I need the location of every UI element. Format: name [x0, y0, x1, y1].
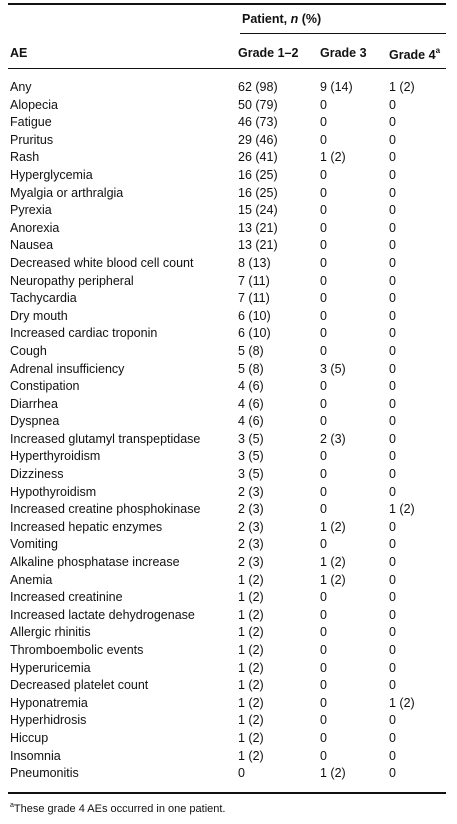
top-rule	[8, 3, 446, 5]
table-row	[8, 220, 446, 238]
grade-1-2-value: 13 (21)	[238, 238, 278, 253]
grade-1-2-value: 46 (73)	[238, 115, 278, 130]
ae-name: Neuropathy peripheral	[10, 273, 134, 288]
grade-4-value: 0	[389, 414, 396, 429]
ae-name: Pyrexia	[10, 203, 52, 218]
grade-3-value: 0	[320, 326, 327, 341]
ae-name: Increased cardiac troponin	[10, 326, 158, 341]
table-row	[8, 325, 446, 343]
table-row	[8, 132, 446, 150]
ae-name: Decreased platelet count	[10, 678, 149, 693]
grade-4-value: 0	[389, 220, 396, 235]
grade-1-2-value: 4 (6)	[238, 396, 264, 411]
ae-name: Constipation	[10, 379, 80, 394]
table-row	[8, 237, 446, 255]
grade-1-2-value: 6 (10)	[238, 326, 271, 341]
footnote	[10, 802, 225, 815]
grade-4-value: 0	[389, 185, 396, 200]
grade-3-value: 0	[320, 537, 327, 552]
ae-name: Hiccup	[10, 730, 49, 745]
grade-4-value: 0	[389, 519, 396, 534]
table-row	[8, 308, 446, 326]
grade-3-value: 9 (14)	[320, 80, 353, 94]
table-row	[8, 79, 446, 97]
ae-name: Hyperthyroidism	[10, 449, 101, 464]
table-row	[8, 536, 446, 554]
ae-name: Pneumonitis	[10, 766, 79, 781]
table-row	[8, 149, 446, 167]
grade-3-value: 0	[320, 713, 327, 728]
grade-1-2-value: 3 (5)	[238, 449, 264, 464]
ae-name: Diarrhea	[10, 396, 58, 411]
grade-4-value: 0	[389, 590, 396, 605]
table-row	[8, 501, 446, 519]
table-row	[8, 290, 446, 308]
ae-name: Increased creatinine	[10, 590, 123, 605]
grade-3-value: 0	[320, 273, 327, 288]
grade-3-value: 0	[320, 203, 327, 218]
grade-3-value: 0	[320, 167, 327, 182]
table-row	[8, 554, 446, 572]
grade-3-value: 0	[320, 255, 327, 270]
ae-name: Increased glutamyl transpeptidase	[10, 431, 201, 446]
grade-4-value: 0	[389, 537, 396, 552]
ae-name: Allergic rhinitis	[10, 625, 91, 640]
grade-1-2-value: 1 (2)	[238, 660, 264, 675]
grade-4-value: 0	[389, 607, 396, 622]
grade-4-value: 1 (2)	[389, 80, 415, 94]
table-row	[8, 695, 446, 713]
grade-1-2-value: 62 (98)	[238, 80, 278, 94]
grade-1-2-value: 6 (10)	[238, 308, 271, 323]
ae-name: Insomnia	[10, 748, 61, 763]
grade-3-value: 0	[320, 643, 327, 657]
grade-4-value: 0	[389, 748, 396, 763]
bottom-rule	[8, 792, 446, 794]
col-header-grade-4-footnote-marker: a	[435, 46, 441, 55]
grade-3-value: 0	[320, 695, 327, 710]
grade-1-2-value: 29 (46)	[238, 132, 278, 147]
grade-4-value: 0	[389, 150, 396, 165]
grade-1-2-value: 1 (2)	[238, 590, 264, 605]
ae-name: Cough	[10, 343, 47, 358]
grade-3-value: 0	[320, 238, 327, 253]
grade-4-value: 0	[389, 291, 396, 306]
ae-name: Increased lactate dehydrogenase	[10, 607, 195, 622]
grade-1-2-value: 5 (8)	[238, 361, 264, 376]
ae-name: Hyperhidrosis	[10, 713, 87, 728]
table-row	[8, 765, 446, 783]
grade-4-value: 0	[389, 343, 396, 358]
table-row	[8, 396, 446, 414]
grade-4-value: 0	[389, 660, 396, 675]
grade-4-value: 0	[389, 766, 396, 781]
grade-1-2-value: 2 (3)	[238, 555, 264, 570]
ae-name: Fatigue	[10, 115, 52, 130]
grade-1-2-value: 1 (2)	[238, 695, 264, 710]
table-row	[8, 343, 446, 361]
grade-4-value: 0	[389, 643, 396, 657]
grade-4-value: 1 (2)	[389, 502, 415, 517]
col-header-grade-4-label: Grade 4	[389, 48, 436, 62]
ae-name: Dry mouth	[10, 308, 68, 323]
grade-1-2-value: 16 (25)	[238, 167, 278, 182]
grade-1-2-value: 4 (6)	[238, 379, 264, 394]
table-row	[8, 185, 446, 203]
grade-1-2-value: 15 (24)	[238, 203, 278, 218]
grade-4-value: 0	[389, 467, 396, 482]
ae-name: Hyperuricemia	[10, 660, 91, 675]
grade-4-value: 0	[389, 625, 396, 640]
grade-1-2-value: 50 (79)	[238, 97, 278, 112]
table-row	[8, 712, 446, 730]
grade-1-2-value: 1 (2)	[238, 713, 264, 728]
patient-group-header	[242, 12, 321, 26]
table-row	[8, 660, 446, 678]
grade-4-value: 0	[389, 326, 396, 341]
grade-1-2-value: 2 (3)	[238, 502, 264, 517]
table-row	[8, 642, 446, 660]
grade-4-value: 0	[389, 308, 396, 323]
grade-4-value: 0	[389, 572, 396, 587]
ae-name: Rash	[10, 150, 40, 165]
grade-3-value: 0	[320, 132, 327, 147]
grade-4-value: 0	[389, 361, 396, 376]
ae-name: Dizziness	[10, 467, 64, 482]
table-row	[8, 97, 446, 115]
grade-4-value: 0	[389, 203, 396, 218]
grade-3-value: 0	[320, 590, 327, 605]
table-row	[8, 167, 446, 185]
table-row	[8, 273, 446, 291]
table-row	[8, 624, 446, 642]
table-row	[8, 466, 446, 484]
table-row	[8, 431, 446, 449]
grade-1-2-value: 2 (3)	[238, 484, 264, 499]
ae-name: Alkaline phosphatase increase	[10, 555, 180, 570]
patient-group-label: Patient, n (%)	[242, 12, 322, 26]
grade-3-value: 0	[320, 748, 327, 763]
grade-1-2-value: 7 (11)	[238, 273, 270, 288]
grade-1-2-value: 1 (2)	[238, 607, 264, 622]
ae-name: Hyperglycemia	[10, 167, 93, 182]
col-header-grade-1-2: Grade 1–2	[238, 46, 299, 60]
table-row	[8, 448, 446, 466]
grade-4-value: 0	[389, 379, 396, 394]
grade-3-value: 1 (2)	[320, 519, 346, 534]
ae-name: Dyspnea	[10, 414, 60, 429]
grade-4-value: 0	[389, 238, 396, 253]
grade-4-value: 0	[389, 115, 396, 130]
grade-3-value: 0	[320, 379, 327, 394]
grade-3-value: 0	[320, 730, 327, 745]
footnote-text: These grade 4 AEs occurred in one patient.	[13, 803, 226, 815]
grade-1-2-value: 1 (2)	[238, 730, 264, 745]
ae-name: Increased hepatic enzymes	[10, 519, 163, 534]
table-row	[8, 484, 446, 502]
ae-name: Adrenal insufficiency	[10, 361, 125, 376]
footnote-marker: a	[10, 802, 14, 809]
grade-3-value: 0	[320, 660, 327, 675]
header-rule	[8, 68, 446, 69]
grade-1-2-value: 2 (3)	[238, 519, 264, 534]
grade-4-value: 0	[389, 555, 396, 570]
grade-3-value: 0	[320, 396, 327, 411]
grade-3-value: 0	[320, 97, 327, 112]
grade-4-value: 0	[389, 167, 396, 182]
grade-3-value: 0	[320, 220, 327, 235]
grade-4-value: 0	[389, 255, 396, 270]
ae-name: Thromboembolic events	[10, 643, 144, 657]
table-row	[8, 607, 446, 625]
grade-1-2-value: 4 (6)	[238, 414, 264, 429]
grade-3-value: 0	[320, 343, 327, 358]
grade-3-value: 3 (5)	[320, 361, 346, 376]
col-header-grade-4	[389, 46, 440, 62]
grade-1-2-value: 7 (11)	[238, 291, 270, 306]
col-header-grade-3: Grade 3	[320, 46, 367, 60]
table-row	[8, 202, 446, 220]
table-row	[8, 361, 446, 379]
grade-3-value: 0	[320, 625, 327, 640]
grade-3-value: 0	[320, 115, 327, 130]
grade-1-2-value: 1 (2)	[238, 625, 264, 640]
grade-3-value: 0	[320, 678, 327, 693]
grade-3-value: 0	[320, 607, 327, 622]
grade-3-value: 0	[320, 185, 327, 200]
col-header-ae: AE	[10, 46, 28, 60]
grade-1-2-value: 8 (13)	[238, 255, 271, 270]
grade-1-2-value: 2 (3)	[238, 537, 264, 552]
ae-name: Hypothyroidism	[10, 484, 97, 499]
grade-3-value: 1 (2)	[320, 572, 346, 587]
table-row	[8, 255, 446, 273]
ae-name: Anemia	[10, 572, 53, 587]
grade-4-value: 0	[389, 431, 396, 446]
grade-4-value: 0	[389, 97, 396, 112]
table-row	[8, 572, 446, 590]
grade-3-value: 0	[320, 484, 327, 499]
grade-3-value: 0	[320, 291, 327, 306]
grade-4-value: 0	[389, 713, 396, 728]
ae-name: Nausea	[10, 238, 54, 253]
grade-1-2-value: 1 (2)	[238, 572, 264, 587]
grade-1-2-value: 1 (2)	[238, 748, 264, 763]
ae-name: Anorexia	[10, 220, 60, 235]
grade-4-value: 0	[389, 449, 396, 464]
table-row	[8, 114, 446, 132]
grade-1-2-value: 26 (41)	[238, 150, 278, 165]
grade-3-value: 0	[320, 414, 327, 429]
grade-1-2-value: 1 (2)	[238, 678, 264, 693]
grade-4-value: 0	[389, 132, 396, 147]
group-header-rule	[240, 33, 446, 34]
grade-3-value: 2 (3)	[320, 431, 346, 446]
grade-4-value: 0	[389, 396, 396, 411]
grade-4-value: 0	[389, 730, 396, 745]
grade-3-value: 0	[320, 308, 327, 323]
grade-1-2-value: 0	[238, 766, 245, 781]
ae-name: Hyponatremia	[10, 695, 88, 710]
ae-name: Increased creatine phosphokinase	[10, 502, 201, 517]
grade-1-2-value: 5 (8)	[238, 343, 264, 358]
grade-4-value: 0	[389, 678, 396, 693]
grade-3-value: 0	[320, 502, 327, 517]
table-row	[8, 677, 446, 695]
ae-name: Alopecia	[10, 97, 58, 112]
grade-3-value: 0	[320, 467, 327, 482]
ae-name: Pruritus	[10, 132, 54, 147]
table-row	[8, 413, 446, 431]
ae-name: Decreased white blood cell count	[10, 255, 194, 270]
ae-name: Tachycardia	[10, 291, 77, 306]
grade-4-value: 0	[389, 484, 396, 499]
grade-4-value: 0	[389, 273, 396, 288]
grade-1-2-value: 1 (2)	[238, 643, 264, 657]
grade-3-value: 0	[320, 449, 327, 464]
grade-3-value: 1 (2)	[320, 766, 346, 781]
grade-1-2-value: 3 (5)	[238, 467, 264, 482]
table-body	[8, 79, 446, 783]
grade-1-2-value: 16 (25)	[238, 185, 278, 200]
table-row	[8, 519, 446, 537]
grade-4-value: 1 (2)	[389, 695, 415, 710]
table-row	[8, 589, 446, 607]
table-row	[8, 378, 446, 396]
grade-1-2-value: 13 (21)	[238, 220, 278, 235]
table-row	[8, 748, 446, 766]
ae-name: Vomiting	[10, 537, 58, 552]
grade-3-value: 1 (2)	[320, 150, 346, 165]
table-row	[8, 730, 446, 748]
ae-name: Myalgia or arthralgia	[10, 185, 124, 200]
ae-name: Any	[10, 80, 32, 94]
grade-3-value: 1 (2)	[320, 555, 346, 570]
grade-1-2-value: 3 (5)	[238, 431, 264, 446]
